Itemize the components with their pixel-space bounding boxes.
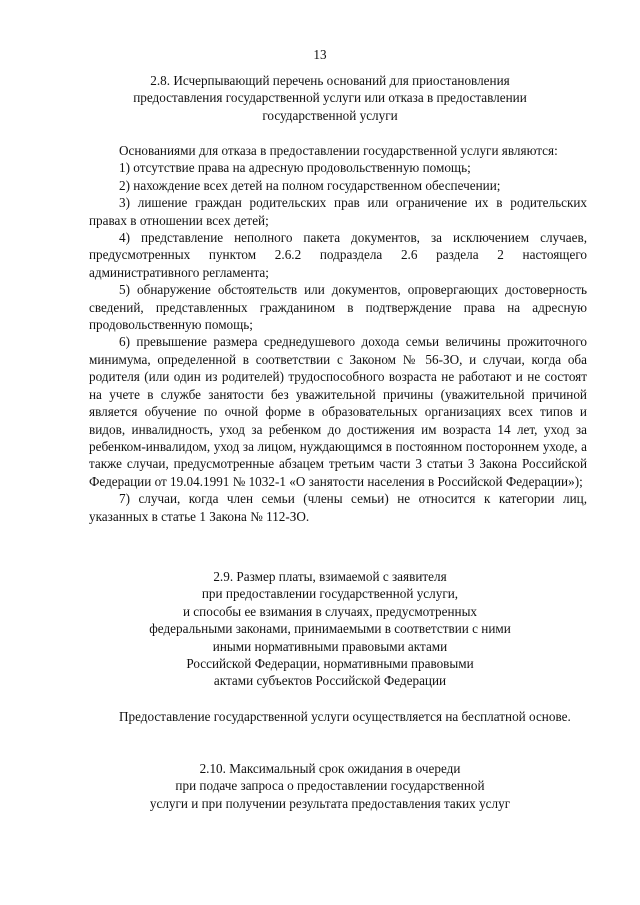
heading-line: Российской Федерации, нормативными правовыми xyxy=(186,656,474,672)
list-item: 6) превышение размера среднедушевого дохода семьи величины прожиточного минимума, определенной в соответствии с Законом № 56-ЗО, и случаи, когда оба родителя (или один из родителей) трудоспособного возраста не работают и не состоят на учете в службе занятости без уважительной причины (уважительной причиной является обучение по очной форме в образовательных организациях всех типов и видов, инвалидность, уход за ребенком до достижения им возраста 14 лет, уход за ребенком-инвалидом, уход за лицом, нуждающимся в постоянном постороннем уходе, а также случаи, предусмотренные абзацем третьим части 3 статьи 3 Закона Российской Федерации от 19.04.1991 № 1032-1 «О занятости населения в Российской Федерации»); xyxy=(89,334,587,489)
heading-line: государственной услуги xyxy=(262,107,398,123)
refusal-grounds-list xyxy=(89,159,587,525)
heading-line: федеральными законами, принимаемыми в соответствии с ними xyxy=(149,621,511,637)
heading-line: 2.9. Размер платы, взимаемой с заявителя xyxy=(213,569,447,584)
list-item: 2) нахождение всех детей на полном государственном обеспечении; xyxy=(119,177,501,193)
heading-line: 2.8. Исчерпывающий перечень оснований для приостановления xyxy=(150,73,510,88)
section-2-10-heading xyxy=(60,760,600,812)
list-item: 1) отсутствие права на адресную продовольственную помощь; xyxy=(119,160,471,176)
section-2-9-text: Предоставление государственной услуги осуществляется на бесплатной основе. xyxy=(119,709,571,724)
list-item: 5) обнаружение обстоятельств или документов, опровергающих достоверность сведений, представленных гражданином в подтверждение права на адресную продовольственную помощь; xyxy=(89,282,587,333)
heading-line: актами субъектов Российской Федерации xyxy=(213,673,447,689)
list-item: 3) лишение граждан родительских прав или ограничение их в родительских правах в отношении всех детей; xyxy=(89,195,587,228)
section-2-8-body xyxy=(89,142,587,525)
heading-line: 2.10. Максимальный срок ожидания в очереди xyxy=(199,761,461,776)
heading-line: и способы ее взимания в случаях, предусмотренных xyxy=(182,603,478,619)
heading-line: предоставления государственной услуги или отказа в предоставлении xyxy=(133,90,527,106)
list-item: 4) представление неполного пакета документов, за исключением случаев, предусмотренных пунктом 2.6.2 подраздела 2.6 раздела 2 настоящего административного регламента; xyxy=(89,230,587,280)
heading-line: при предоставлении государственной услуги, xyxy=(201,586,459,602)
heading-line: услуги и при получении результата предоставления таких услуг xyxy=(149,795,511,811)
page-number: 13 xyxy=(313,47,327,62)
section-2-8-heading xyxy=(60,72,600,124)
section-2-8-intro: Основаниями для отказа в предоставлении государственной услуги являются: xyxy=(119,143,558,158)
section-2-9-body xyxy=(89,708,587,725)
list-item: 7) случаи, когда член семьи (члены семьи) не относится к категории лиц, указанных в статье 1 Закона № 112-ЗО. xyxy=(89,491,587,524)
heading-line: иными нормативными правовыми актами xyxy=(212,638,448,654)
heading-line: при подаче запроса о предоставлении государственной xyxy=(175,778,485,794)
section-2-9-heading xyxy=(60,568,600,690)
